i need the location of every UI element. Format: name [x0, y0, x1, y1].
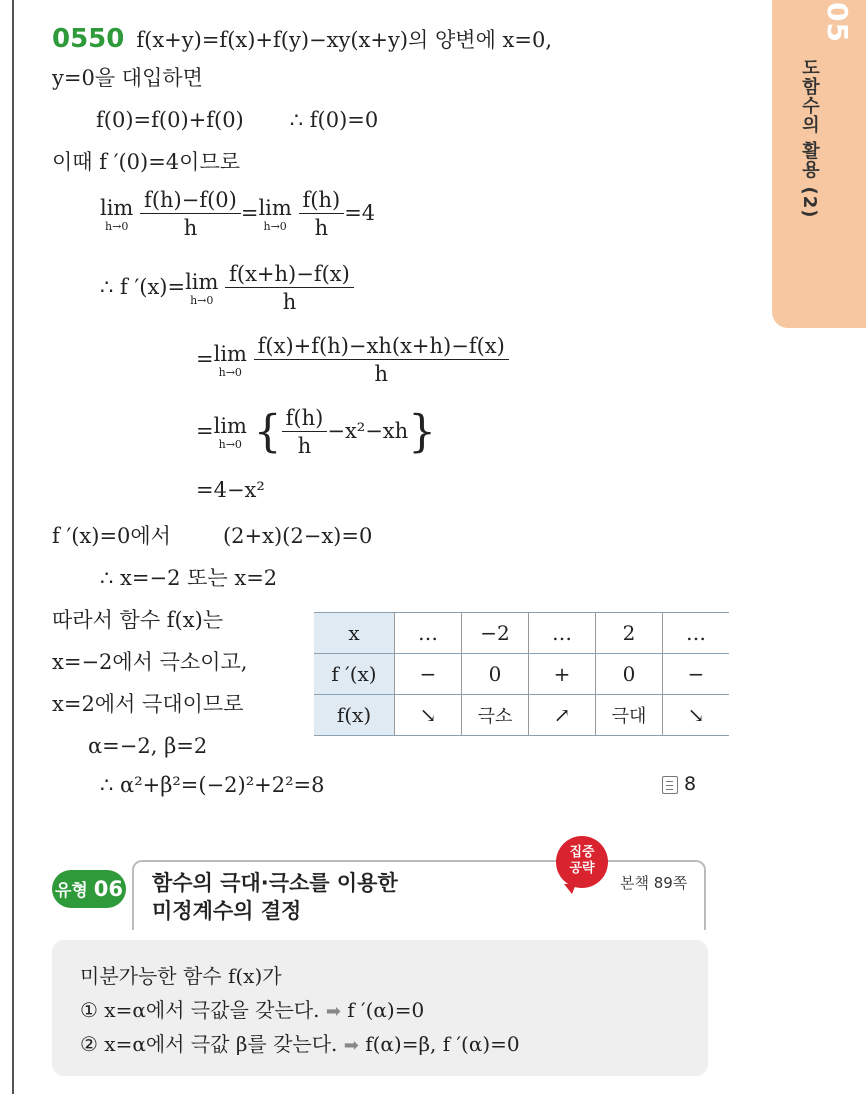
table-row: x … −2 … 2 … [314, 613, 729, 654]
solution-line-11: ∴ x=−2 또는 x=2 [100, 566, 278, 590]
left-margin-line [12, 0, 14, 1094]
sign-table [314, 612, 729, 736]
page-reference: 본책 89쪽 [620, 874, 688, 892]
limit-equation-3: = lim h→0 $\frac{f(x)+f(h)-xh(x+h)-f(x)}{h}$ [196, 334, 509, 387]
solution-line-16: ∴ α²+β²=(−2)²+2²=8 [100, 773, 325, 797]
solution-line-1: 0550 f(x+y)=f(x)+f(y)−xy(x+y)의 양변에 x=0, [52, 24, 553, 54]
solution-line-3: f(0)=f(0)+f(0) ∴ f(0)=0 [96, 108, 379, 132]
limit-equation-1: lim h→0 $\frac{f(h)-f(0)}{h}$ = lim h→0 $\frac{f(h)}{h}$ =4 [100, 188, 376, 241]
problem-number: 0550 [52, 24, 125, 54]
solution-line-13: x=−2에서 극소이고, [52, 650, 248, 674]
answer-label: 8 [662, 773, 696, 795]
table-row: f ′(x) − 0 + 0 − [314, 654, 729, 695]
solution-line-14: x=2에서 극대이므로 [52, 692, 244, 716]
solution-line-4: 이때 f ′(0)=4이므로 [52, 150, 241, 174]
solution-line-15: α=−2, β=2 [88, 734, 208, 758]
tip-line-1: 미분가능한 함수 f(x)가 [80, 964, 282, 988]
limit-equation-4: = lim h→0 { $\frac{f(h)}{h}$ −x²−xh} [196, 406, 437, 459]
chapter-number: 05 [821, 2, 854, 43]
arrow-right-icon: ➡ [343, 1035, 359, 1056]
type-badge: 유형 06 [52, 870, 126, 908]
limit-equation-2: ∴ f ′(x)= lim h→0 $\frac{f(x+h)-f(x)}{h}$ [100, 262, 354, 315]
arrow-right-icon: ➡ [325, 1001, 341, 1022]
solution-line-12: 따라서 함수 f(x)는 [52, 608, 224, 632]
solution-line-10: f ′(x)=0에서 (2+x)(2−x)=0 [52, 524, 373, 548]
table-row: f(x) ↘ 극소 ↗ 극대 ↘ [314, 695, 729, 736]
tip-line-3: ② x=α에서 극값 β를 갖는다. ➡ f(α)=β, f ′(α)=0 [80, 1032, 520, 1056]
tip-line-2: ① x=α에서 극값을 갖는다. ➡ f ′(α)=0 [80, 998, 425, 1022]
derivative-result: =4−x² [196, 478, 265, 502]
answer-icon [662, 776, 678, 794]
focus-badge: 집중 공략 [556, 836, 608, 888]
type-title: 함수의 극대·극소를 이용한 미정계수의 결정 [152, 871, 398, 924]
chapter-title: 도함수의 활용 (2) [799, 58, 820, 219]
solution-line-2: y=0을 대입하면 [52, 66, 203, 90]
